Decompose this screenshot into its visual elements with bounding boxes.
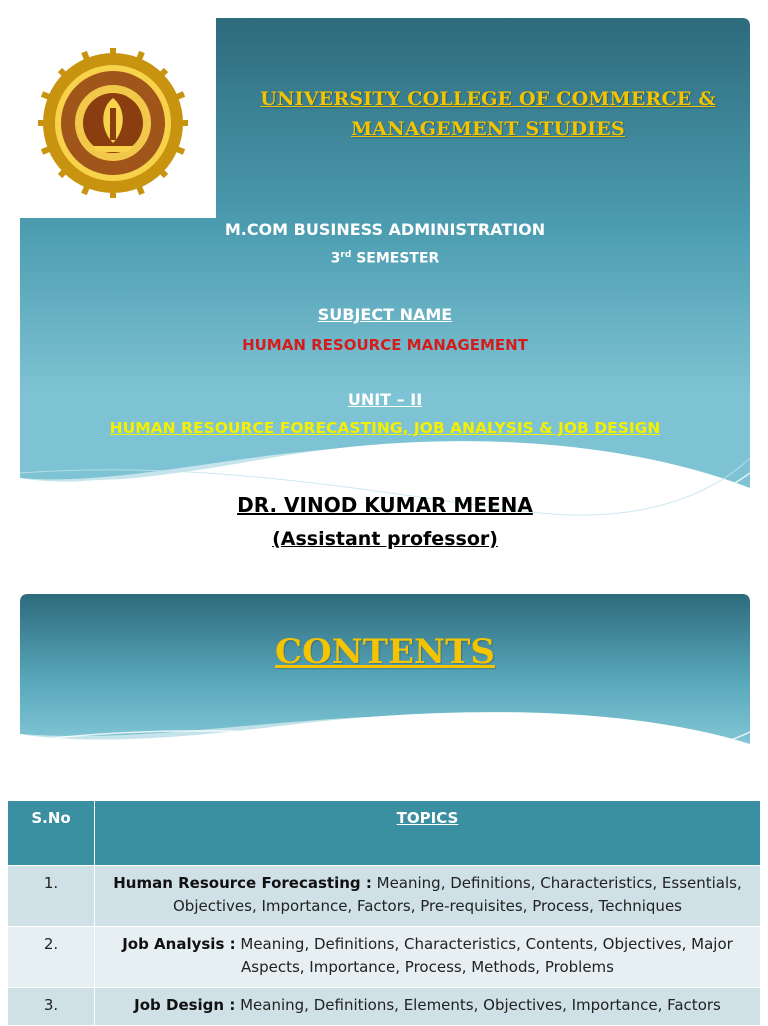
unit-heading: UNIT – II: [347, 390, 423, 409]
contents-slide: [20, 594, 750, 769]
table-header-row: [8, 801, 761, 866]
semester-word: SEMESTER: [356, 250, 440, 267]
logo-panel: [20, 18, 216, 218]
program-name: M.COM BUSINESS ADMINISTRATION: [224, 220, 546, 239]
table-row: [8, 866, 761, 927]
title-slide: [20, 18, 750, 578]
semester-label: [20, 250, 750, 267]
subject-heading: SUBJECT NAME: [317, 305, 453, 324]
contents-banner-background: [20, 594, 750, 769]
professor-title: (Assistant professor): [272, 528, 498, 550]
row-topic: [95, 927, 761, 988]
topic-title: Human Resource Forecasting :: [113, 874, 372, 892]
professor-name: DR. VINOD KUMAR MEENA: [237, 493, 533, 517]
topic-details: Meaning, Definitions, Elements, Objectives, Importance, Factors: [240, 996, 721, 1014]
contents-title: CONTENTS: [275, 632, 495, 672]
topics-table: [7, 800, 761, 1026]
topic-details: Meaning, Definitions, Characteristics, Essentials, Objectives, Importance, Factors, Pre-requisites, Process, Techniques: [173, 874, 742, 915]
row-topic: [95, 988, 761, 1026]
semester-suffix: rd: [340, 250, 352, 260]
sno-header: S.No: [8, 801, 95, 866]
topics-header: TOPICS: [95, 801, 761, 866]
row-topic: [95, 866, 761, 927]
semester-number: 3: [330, 250, 341, 267]
topic-title: Job Design :: [134, 996, 236, 1014]
college-name: [238, 84, 738, 144]
table-row: [8, 927, 761, 988]
topic-details: Meaning, Definitions, Characteristics, Contents, Objectives, Major Aspects, Importance, Process, Methods, Problems: [240, 935, 733, 976]
university-seal-logo: [38, 48, 188, 198]
college-name-line1: UNIVERSITY COLLEGE OF COMMERCE &: [260, 88, 716, 110]
topic-title: Job Analysis :: [122, 935, 236, 953]
unit-name: HUMAN RESOURCE FORECASTING, JOB ANALYSIS & JOB DESIGN: [109, 419, 661, 437]
row-number: 1.: [8, 866, 95, 927]
row-number: 2.: [8, 927, 95, 988]
subject-name: HUMAN RESOURCE MANAGEMENT: [242, 336, 528, 354]
table-row: [8, 988, 761, 1026]
row-number: 3.: [8, 988, 95, 1026]
college-name-line2: MANAGEMENT STUDIES: [351, 118, 625, 140]
